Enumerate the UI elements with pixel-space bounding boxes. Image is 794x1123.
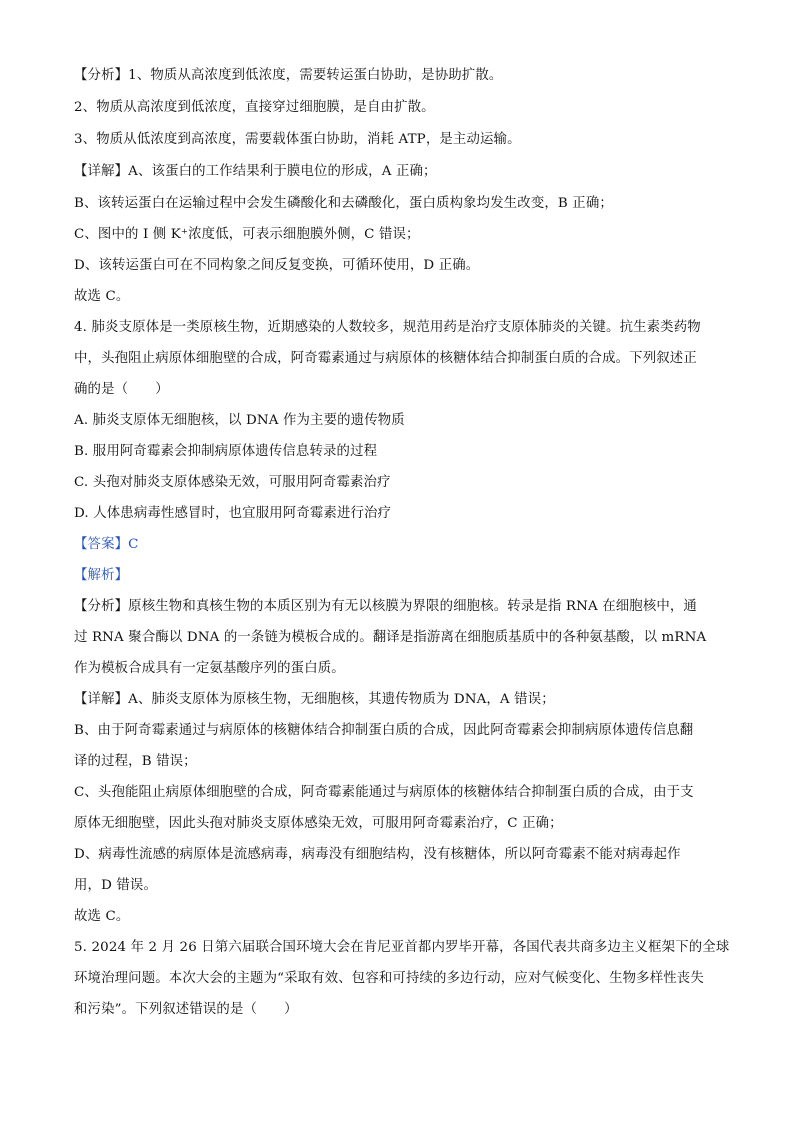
q5-stem-line-3: 和污染”。下列叙述错误的是（ ） (74, 1002, 298, 1017)
q4-option-b: B. 服用阿奇霉素会抑制病原体遗传信息转录的过程 (74, 444, 378, 459)
q4-option-c: C. 头孢对肺炎支原体感染无效，可服用阿奇霉素治疗 (74, 475, 391, 490)
q3-select: 故选 C。 (74, 289, 130, 304)
q3-detail-c: C、图中的 I 侧 K⁺浓度低，可表示细胞膜外侧，C 错误； (74, 227, 420, 242)
q4-stem-line-1: 4. 肺炎支原体是一类原核生物，近期感染的人数较多，规范用药是治疗支原体肺炎的关键。抗生素类药物 (74, 320, 701, 335)
q3-detail-a: 【详解】A、该蛋白的工作结果利于膜电位的形成，A 正确； (74, 164, 437, 179)
q3-analysis-fenxi: 【分析】1、物质从高浓度到低浓度，需要转运蛋白协助，是协助扩散。 (74, 68, 503, 83)
q4-detail-c-line-1: C、头孢能阻止病原体细胞壁的合成，阿奇霉素能通过与病原体的核糖体结合抑制蛋白质的合成，由于支 (74, 785, 694, 800)
q3-analysis-point-2: 2、物质从高浓度到低浓度，直接穿过细胞膜，是自由扩散。 (74, 100, 435, 115)
q4-option-d: D. 人体患病毒性感冒时，也宜服用阿奇霉素进行治疗 (74, 506, 392, 521)
q3-detail-b: B、该转运蛋白在运输过程中会发生磷酸化和去磷酸化，蛋白质构象均发生改变，B 正确； (74, 196, 613, 211)
q4-analysis-line-1: 【分析】原核生物和真核生物的本质区别为有无以核膜为界限的细胞核。转录是指 RNA 在细胞核中，通 (74, 599, 697, 614)
q4-jiexi-label: 【解析】 (74, 568, 129, 583)
q4-detail-b-line-2: 译的过程，B 错误； (74, 754, 197, 769)
q4-detail-d-line-1: D、病毒性流感的病原体是流感病毒，病毒没有细胞结构，没有核糖体，所以阿奇霉素不能对病毒起作 (74, 847, 681, 862)
q4-analysis-line-2: 过 RNA 聚合酶以 DNA 的一条链为模板合成的。翻译是指游离在细胞质基质中的各种氨基酸，以 mRNA (74, 630, 707, 645)
q4-answer-label: 【答案】C (74, 537, 139, 552)
q4-detail-b-line-1: B、由于阿奇霉素通过与病原体的核糖体结合抑制蛋白质的合成，因此阿奇霉素会抑制病原体遗传信息翻 (74, 723, 694, 738)
q4-stem-line-2: 中，头孢阻止病原体细胞壁的合成，阿奇霉素通过与病原体的核糖体结合抑制蛋白质的合成。下列叙述正 (74, 351, 697, 366)
q3-detail-d: D、该转运蛋白可在不同构象之间反复变换，可循环使用，D 正确。 (74, 258, 480, 273)
q4-detail-a: 【详解】A、肺炎支原体为原核生物，无细胞核，其遗传物质为 DNA，A 错误； (74, 692, 555, 707)
q5-stem-line-2: 环境治理问题。本次大会的主题为“采取有效、包容和可持续的多边行动，应对气候变化、生物多样性丧失 (74, 971, 704, 986)
q4-detail-c-line-2: 原体无细胞壁，因此头孢对肺炎支原体感染无效，可服用阿奇霉素治疗，C 正确； (74, 816, 563, 831)
q5-stem-line-1: 5. 2024 年 2 月 26 日第六届联合国环境大会在肯尼亚首都内罗毕开幕，各国代表共商多边主义框架下的全球 (74, 940, 730, 955)
q4-select: 故选 C。 (74, 909, 130, 924)
q4-detail-d-line-2: 用，D 错误。 (74, 878, 157, 893)
q4-stem-line-3: 确的是（ ） (74, 382, 169, 397)
q3-analysis-point-3: 3、物质从低浓度到高浓度，需要载体蛋白协助，消耗 ATP，是主动运输。 (74, 132, 521, 147)
q4-analysis-line-3: 作为模板合成具有一定氨基酸序列的蛋白质。 (74, 661, 345, 676)
q4-option-a: A. 肺炎支原体无细胞核，以 DNA 作为主要的遗传物质 (74, 413, 405, 428)
